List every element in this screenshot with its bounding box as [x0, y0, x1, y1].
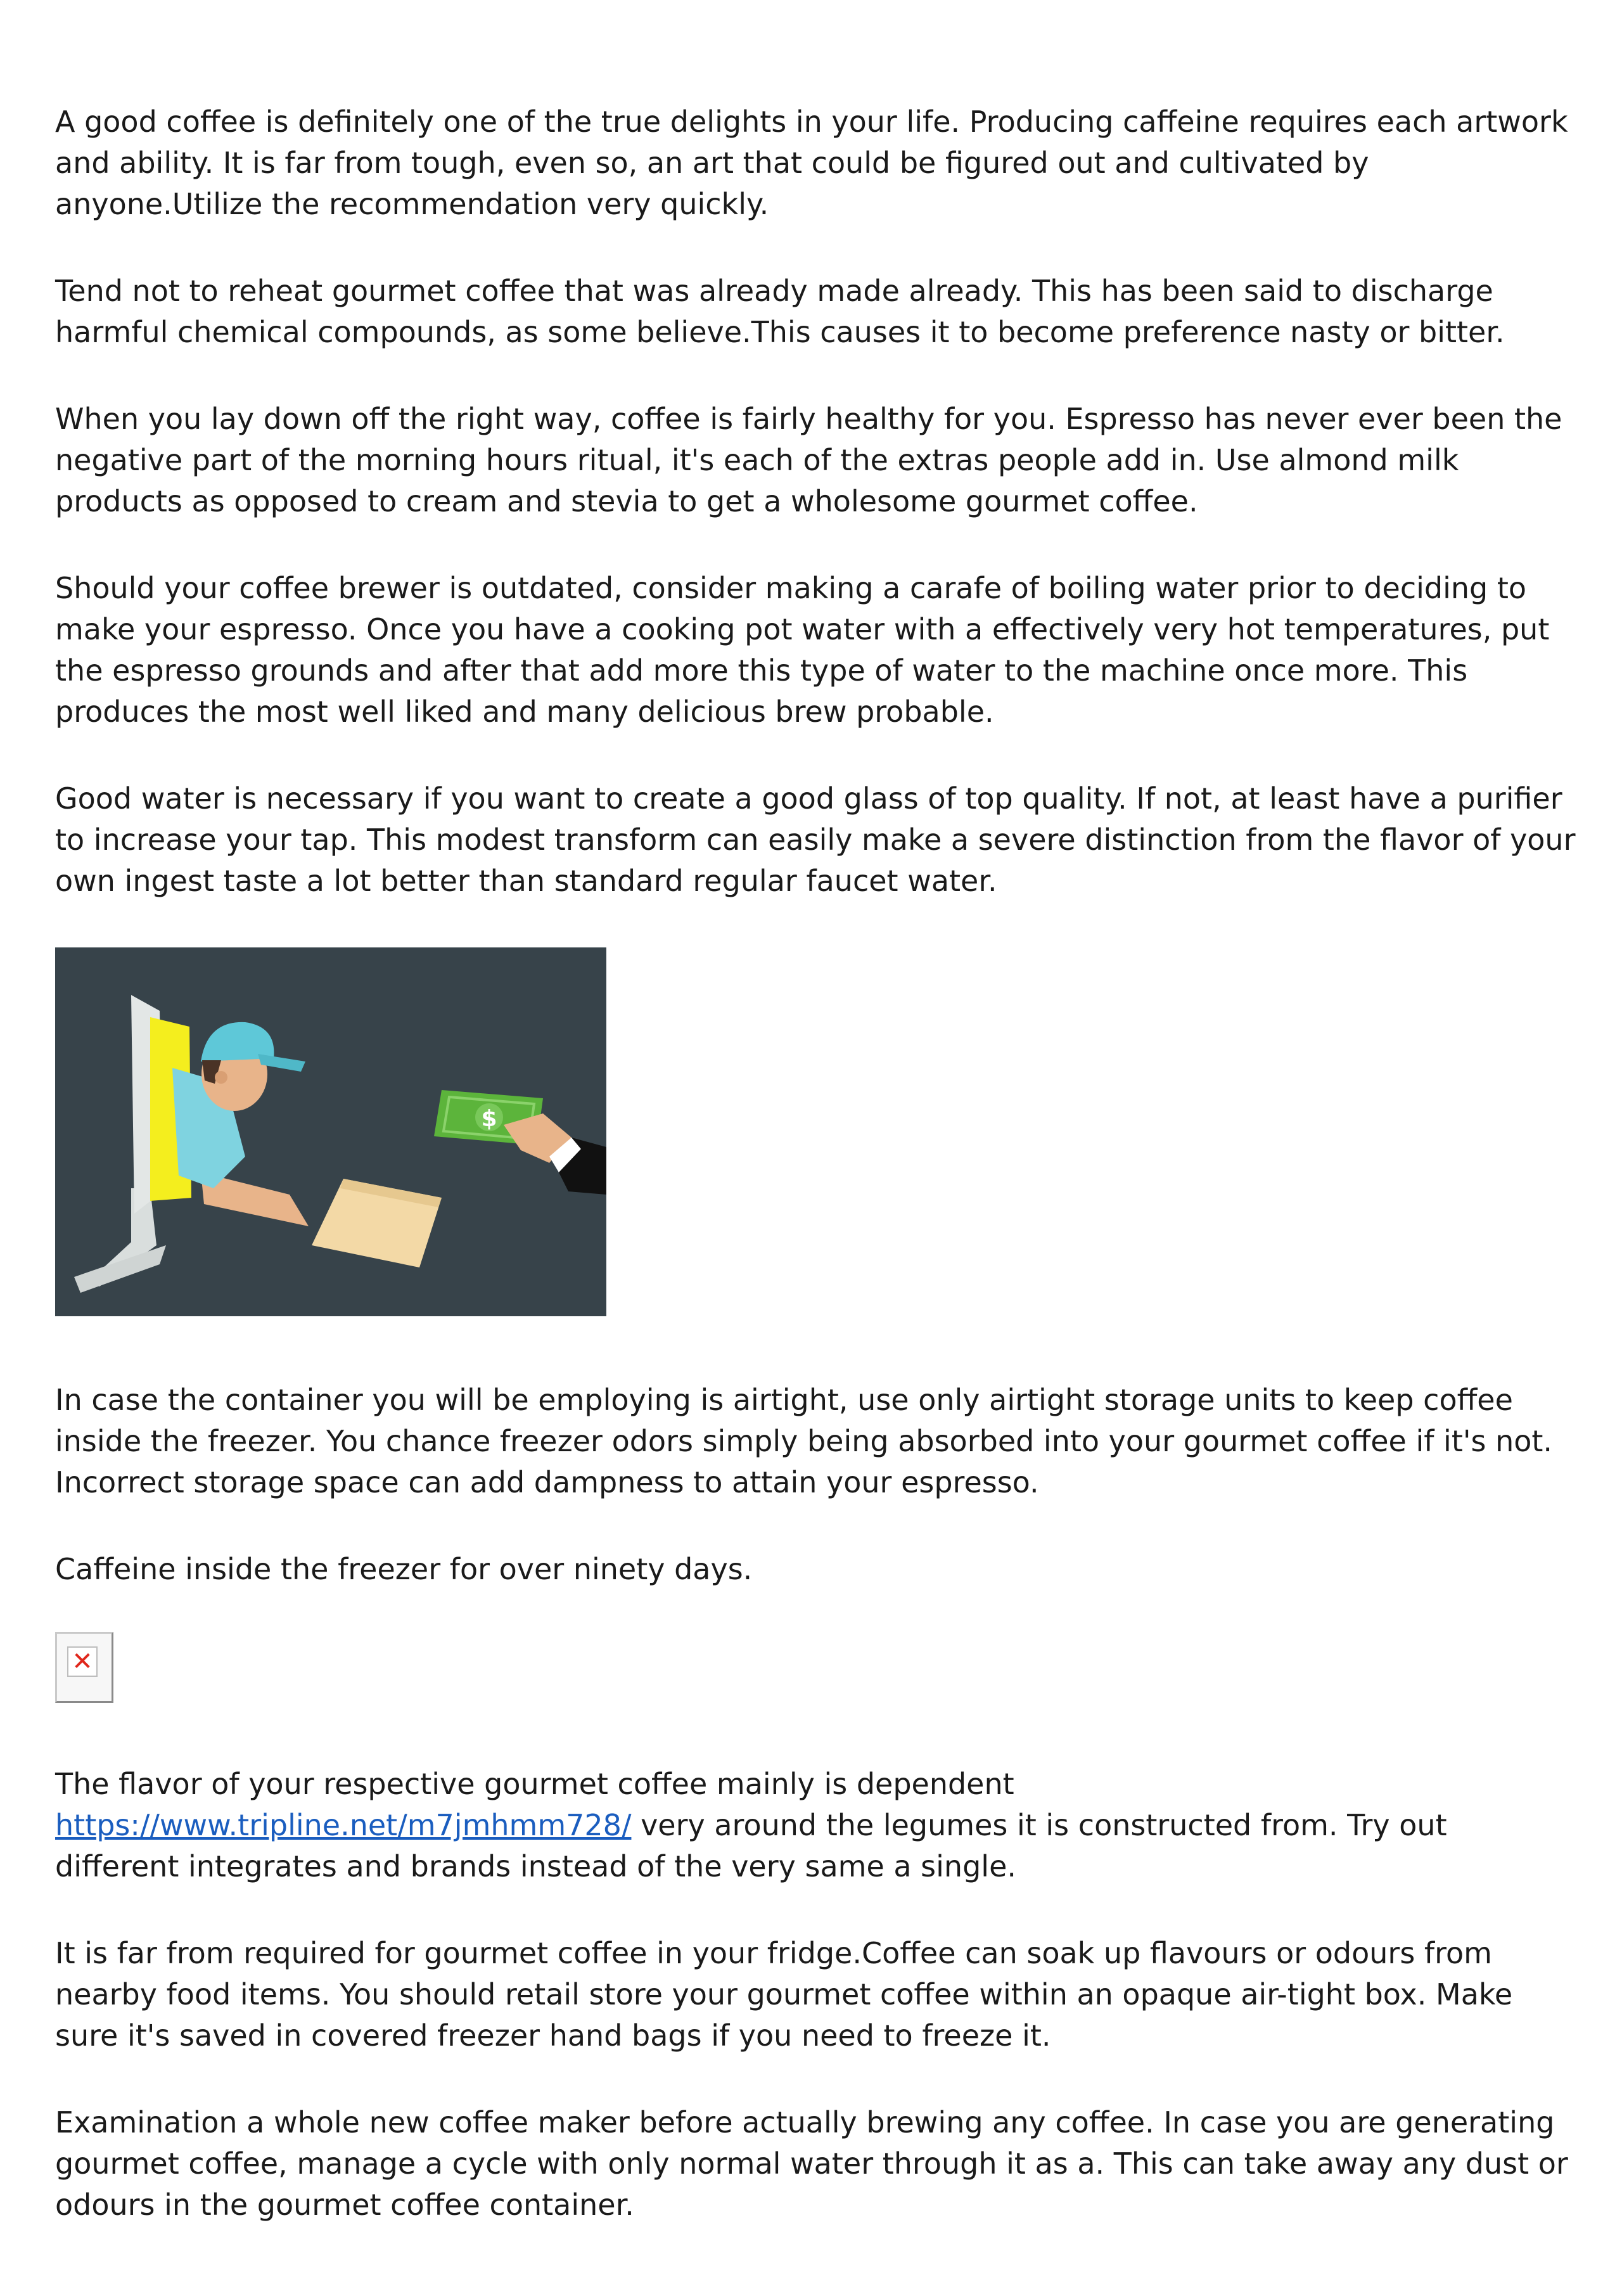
broken-image-x-icon: ✕ — [67, 1646, 98, 1677]
paragraph: It is far from required for gourmet coffee in your fridge.Coffee can soak up flavours or odours from nearby food items. You should retail store your gourmet coffee within an opaque air-tight box. Make sure it's saved in covered freezer hand bags if you need to freeze it. — [55, 1936, 1513, 2053]
online-delivery-illustration — [55, 947, 606, 1316]
paragraph: Good water is necessary if you want to create a good glass of top quality. If not, at least have a purifier to increase your tap. This modest transform can easily make a severe distinction from the flavor of your own ingest taste a lot better than standard regular faucet water. — [55, 781, 1576, 898]
paragraph-with-link — [55, 1764, 1576, 1887]
link-paragraph-text-after: very around the legumes it is constructed from. Try out different integrates and brands instead of the very same a single. — [55, 1808, 1447, 1883]
svg-text:$: $ — [481, 1106, 497, 1132]
paragraph: Caffeine inside the freezer for over ninety days. — [55, 1552, 753, 1586]
paragraph: A good coffee is definitely one of the true delights in your life. Producing caffeine requires each artwork and ability. It is far from tough, even so, an art that could be figured out and cultivated by anyone.Utilize the recommendation very quickly. — [55, 105, 1568, 221]
link-paragraph-text-before: The flavor of your respective gourmet coffee mainly is dependent — [55, 1767, 1014, 1801]
paragraph: Examination a whole new coffee maker before actually brewing any coffee. In case you are generating gourmet coffee, manage a cycle with only normal water through it as a. This can take away any dust or odours in the gourmet coffee container. — [55, 2105, 1568, 2222]
broken-image-icon — [55, 1632, 113, 1703]
paragraph: In case the container you will be employing is airtight, use only airtight storage units to keep coffee inside the freezer. You chance freezer odors simply being absorbed into your gourmet coffee if it's not. Incorrect storage space can add dampness to attain your espresso. — [55, 1383, 1553, 1499]
paragraph: Tend not to reheat gourmet coffee that was already made already. This has been said to discharge harmful chemical compounds, as some believe.This causes it to become preference nasty or bitter. — [55, 274, 1505, 349]
paragraph: When you lay down off the right way, coffee is fairly healthy for you. Espresso has never ever been the negative part of the morning hours ritual, it's each of the extras people add in. Use almond milk products as opposed to cream and stevia to get a wholesome gourmet coffee. — [55, 402, 1562, 518]
tripline-link[interactable]: https://www.tripline.net/m7jmhmm728/ — [55, 1808, 632, 1842]
paragraph: Should your coffee brewer is outdated, consider making a carafe of boiling water prior to deciding to make your espresso. Once you have a cooking pot water with a effectively very hot temperatures, put the espresso grounds and after that add more this type of water to the machine once more. This produces the most well liked and many delicious brew probable. — [55, 571, 1550, 729]
article-body — [55, 101, 1576, 2271]
